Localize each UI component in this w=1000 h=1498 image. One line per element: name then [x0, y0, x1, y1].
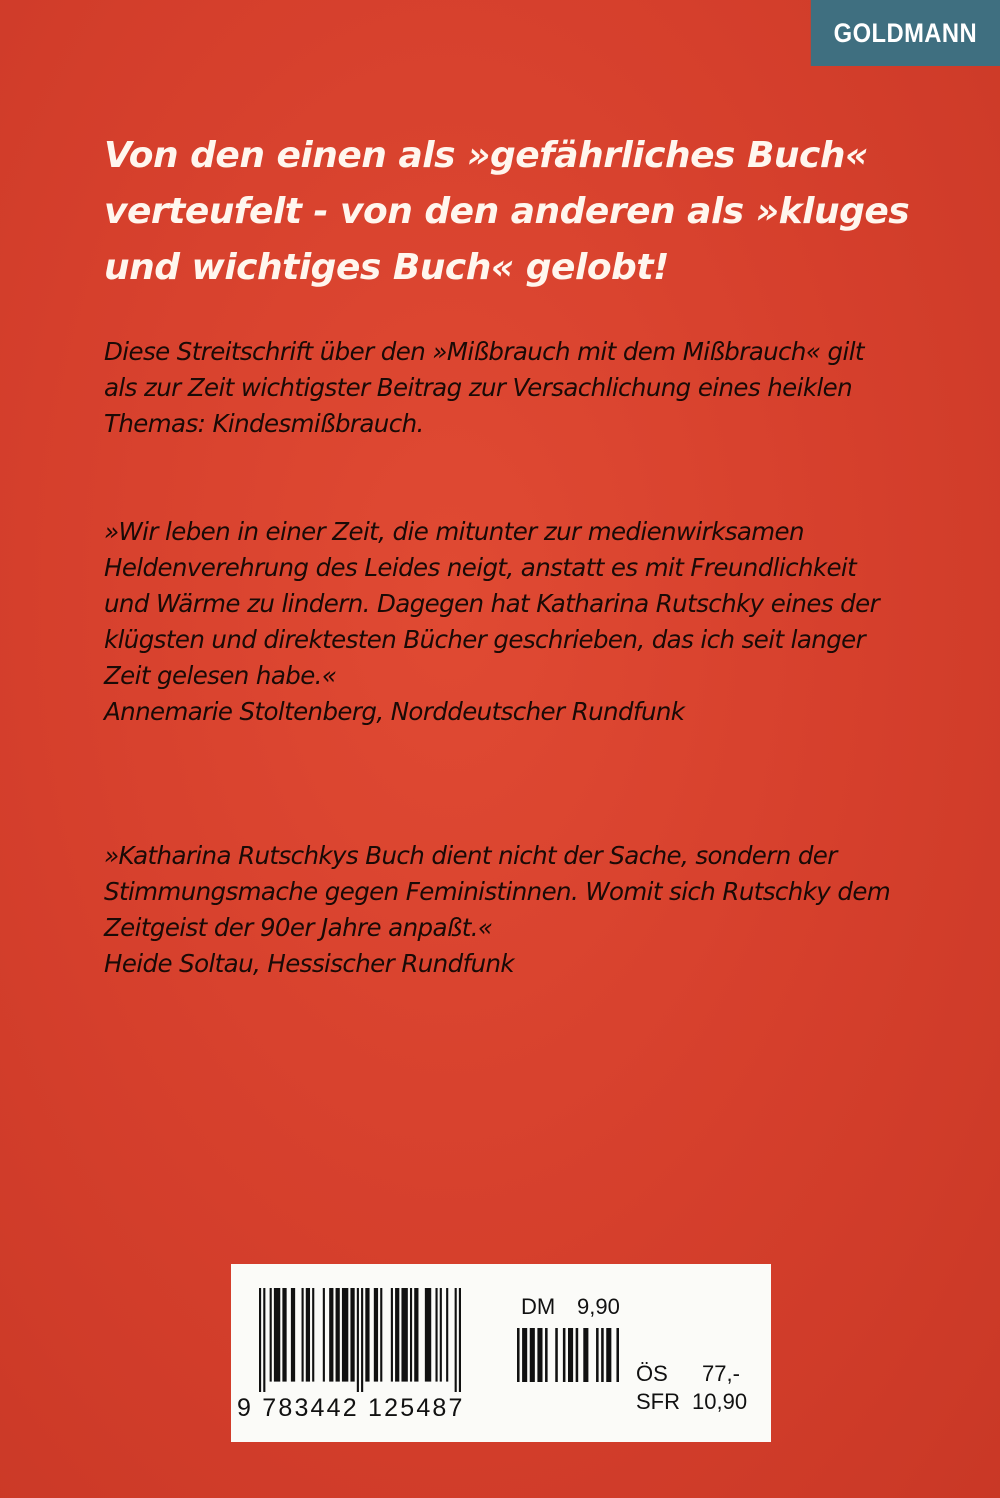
intro-paragraph: [104, 334, 924, 442]
quote-line: »Wir leben in einer Zeit, die mitunter zur medienwirksamen: [104, 517, 804, 546]
quote-line: klügsten und direktesten Bücher geschrieben, das ich seit langer: [104, 625, 866, 654]
headline-line: verteufelt - von den anderen als »kluges: [104, 191, 910, 232]
isbn-number: 9 783442 125487: [237, 1394, 465, 1422]
price-amount: 77,-: [702, 1361, 740, 1386]
price-addon-barcode: [517, 1328, 619, 1388]
ean-barcode: [259, 1288, 461, 1392]
intro-line: als zur Zeit wichtigster Beitrag zur Versachlichung eines heiklen: [104, 373, 853, 402]
price-currency: SFR: [636, 1389, 680, 1414]
price-amount: 10,90: [692, 1389, 748, 1414]
quote-line: und Wärme zu lindern. Dagegen hat Katharina Rutschky eines der: [104, 589, 880, 618]
quote-source: Annemarie Stoltenberg, Norddeutscher Rundfunk: [104, 697, 685, 726]
quote-line: Zeit gelesen habe.«: [104, 661, 337, 690]
headline-line: Von den einen als »gefährliches Buch«: [104, 135, 868, 176]
intro-line: Diese Streitschrift über den »Mißbrauch mit dem Mißbrauch« gilt: [104, 337, 864, 366]
price-os: [636, 1361, 740, 1387]
quote-source: Heide Soltau, Hessischer Rundfunk: [104, 949, 515, 978]
headline: [104, 128, 924, 296]
intro-line: Themas: Kindesmißbrauch.: [104, 409, 424, 438]
barcode-price-label: [231, 1264, 771, 1442]
price-currency: ÖS: [636, 1361, 668, 1386]
publisher-logo: GOLDMANN: [811, 0, 1000, 66]
review-quote-1: [104, 514, 924, 730]
price-amount: 9,90: [577, 1294, 620, 1319]
price-dm: [521, 1294, 620, 1320]
review-quote-2: [104, 838, 924, 982]
quote-line: Heldenverehrung des Leides neigt, anstatt es mit Freundlichkeit: [104, 553, 857, 582]
quote-line: Zeitgeist der 90er Jahre anpaßt.«: [104, 913, 493, 942]
price-currency: DM: [521, 1294, 556, 1319]
price-sfr: [636, 1389, 747, 1415]
headline-line: und wichtiges Buch« gelobt!: [104, 247, 669, 288]
quote-line: »Katharina Rutschkys Buch dient nicht der Sache, sondern der: [104, 841, 837, 870]
quote-line: Stimmungsmache gegen Feministinnen. Womit sich Rutschky dem: [104, 877, 891, 906]
